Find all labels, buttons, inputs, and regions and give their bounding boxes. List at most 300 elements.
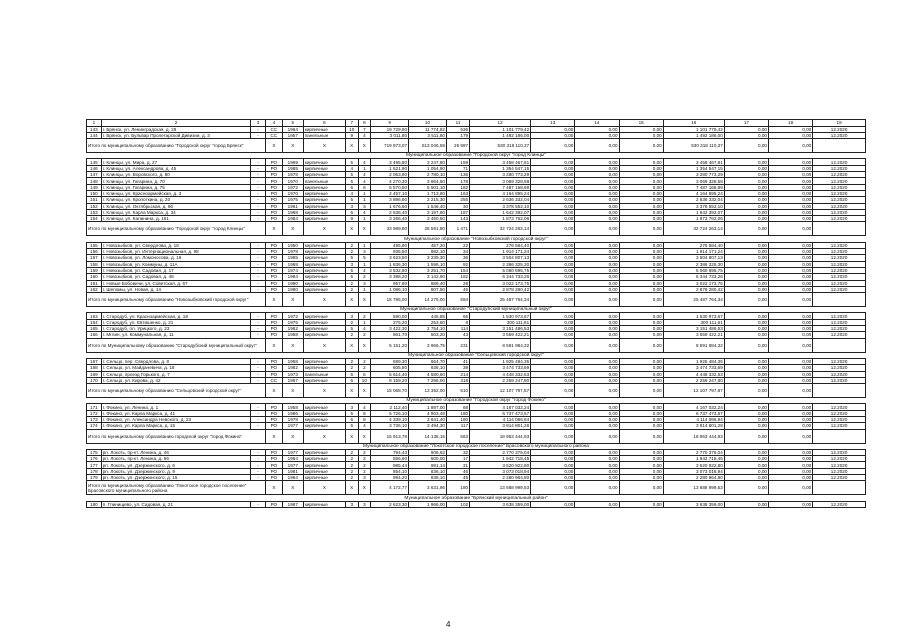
table-cell: 0,00 <box>769 404 813 410</box>
table-cell: г. Клинцы, ул. Александрова, д. 45 <box>101 165 250 171</box>
table-cell: 4 <box>358 423 371 429</box>
table-cell: рп. Локоть, пр-кт. Ленина, д. 66 <box>101 456 250 462</box>
table-cell: 6 <box>358 371 371 377</box>
table-cell: 19 729,90 <box>371 126 409 132</box>
table-cell: 300 111,61 <box>470 319 531 325</box>
table-cell: 12.2020 <box>813 462 866 468</box>
table-cell: 39 <box>446 365 469 371</box>
table-cell: - <box>251 456 266 462</box>
table-cell: 3 251,70 <box>409 267 447 273</box>
table-cell: 2 754,10 <box>409 326 447 332</box>
table-cell: 0,00 <box>619 159 663 165</box>
table-cell: 1980 <box>282 286 303 292</box>
table-cell: 2 280 964,80 <box>470 475 531 481</box>
table-cell: 12.2020 <box>813 286 866 292</box>
table-cell: 0,00 <box>724 132 768 138</box>
table-cell: - <box>251 261 266 267</box>
table-cell: 4 <box>265 120 282 127</box>
table-cell: 0,00 <box>724 358 768 364</box>
table-cell: 3 280 773,29 <box>663 172 724 178</box>
table-cell: 3 398,20 <box>371 274 409 280</box>
table-cell: 143 <box>87 126 102 132</box>
table-cell: X <box>282 139 303 153</box>
table-cell: 0,00 <box>769 313 813 319</box>
table-cell: 25 487 764,34 <box>663 293 724 307</box>
table-cell: 7 296,00 <box>409 377 447 383</box>
table-cell: 153 <box>87 209 102 215</box>
table-cell: 3 011,80 <box>371 132 409 138</box>
table-cell: 0,00 <box>575 416 619 422</box>
table-cell: 0,00 <box>531 501 575 507</box>
table-cell: 12.2020 <box>813 203 866 209</box>
table-cell: 3 460,50 <box>409 216 447 222</box>
table-cell: 2 112,40 <box>371 404 409 410</box>
table-cell: 12.2020 <box>813 313 866 319</box>
table-cell: 66 <box>446 313 469 319</box>
table-cell: СС <box>265 126 282 132</box>
table-cell: 3 <box>345 404 358 410</box>
table-cell: 5 <box>345 410 358 416</box>
table-cell: 159 <box>87 267 102 273</box>
table-cell: 0,00 <box>619 365 663 371</box>
table-cell: 2 <box>345 358 358 364</box>
table-cell: 5 570,50 <box>371 184 409 190</box>
table-cell: РО <box>265 159 282 165</box>
table-cell: 30 <box>446 203 469 209</box>
table-cell: кирпичные <box>303 190 345 196</box>
table-cell: 7 487 168,89 <box>663 184 724 190</box>
table-cell: 19 <box>813 120 866 127</box>
table-cell: 4 114 086,84 <box>663 416 724 422</box>
table-cell: 2 <box>345 242 358 248</box>
table-cell: 0,00 <box>531 249 575 255</box>
table-cell: 161 <box>87 280 102 286</box>
table-cell: X <box>358 222 371 236</box>
table-cell: Муниципальное образование "Сельцовский городской округ" <box>87 352 866 358</box>
table-cell: 5 <box>345 416 358 422</box>
table-cell: 994,20 <box>371 475 409 481</box>
table-cell: 2 878 280,42 <box>663 286 724 292</box>
table-cell: 173 <box>87 416 102 422</box>
table-cell: 6 737 473,57 <box>470 410 531 416</box>
table-cell: X <box>358 384 371 398</box>
table-cell: X <box>358 338 371 352</box>
table-cell: 0,00 <box>619 172 663 178</box>
table-cell: 0,00 <box>769 132 813 138</box>
table-cell: 0,00 <box>531 319 575 325</box>
table-cell: X <box>345 293 358 307</box>
table-cell: 12.2020 <box>813 468 866 474</box>
table-cell: 32 724 263,14 <box>663 222 724 236</box>
table-cell <box>813 139 866 153</box>
table-cell: 689,30 <box>371 358 409 364</box>
table-cell: 0,00 <box>619 462 663 468</box>
table-cell: 1 925 484,35 <box>470 358 531 364</box>
table-cell: г. Клинцы, ул. Гагарина, д. 75 <box>101 184 250 190</box>
table-cell: 12.2020 <box>813 184 866 190</box>
table-cell: 0,00 <box>724 456 768 462</box>
table-cell: 0,00 <box>531 184 575 190</box>
table-cell: 15 068,70 <box>371 384 409 398</box>
table-cell: Итого по муниципальному образованию "Новозыбковский городской округ" <box>87 293 266 307</box>
table-cell: 7 487 168,89 <box>470 184 531 190</box>
table-cell: 18 <box>769 120 813 127</box>
table-cell: 0,00 <box>575 274 619 280</box>
table-cell: 0,00 <box>531 190 575 196</box>
table-cell: 1 914 171,24 <box>663 249 724 255</box>
table-cell: 605,80 <box>371 365 409 371</box>
table-cell: 0,00 <box>724 326 768 332</box>
table-cell: 0,00 <box>575 449 619 455</box>
table-cell: 13 <box>531 120 575 127</box>
table-cell: Итого по муниципальному образованию "Городской округ "город Брянск" <box>87 139 266 153</box>
table-cell: 0,00 <box>531 475 575 481</box>
table-cell: кирпичные <box>303 216 345 222</box>
table-cell: X <box>345 429 358 443</box>
table-cell: - <box>251 326 266 332</box>
table-cell: 180 <box>446 416 469 422</box>
table-cell: 12.2020 <box>813 371 866 377</box>
table-cell: 0,00 <box>575 468 619 474</box>
table-cell: 0,00 <box>769 216 813 222</box>
table-cell: г. Мглин, ул. Коммунальная, д. 11 <box>101 332 250 338</box>
table-cell: РО <box>265 242 282 248</box>
table-cell: 5 <box>345 274 358 280</box>
table-cell: 3 069 328,58 <box>470 178 531 184</box>
table-cell: 5 614,40 <box>371 371 409 377</box>
table-cell: СС <box>265 377 282 383</box>
table-cell: 0,00 <box>769 197 813 203</box>
table-cell: 12.2020 <box>813 255 866 261</box>
table-cell: 0,00 <box>619 404 663 410</box>
table-cell: 3 <box>345 313 358 319</box>
table-cell: 0,00 <box>619 222 663 236</box>
subtotal-row <box>87 293 866 307</box>
table-cell: 1970 <box>282 178 303 184</box>
table-cell: 0,00 <box>724 365 768 371</box>
table-cell: 0,00 <box>531 242 575 248</box>
table-cell: 1964 <box>282 456 303 462</box>
table-cell: РО <box>265 365 282 371</box>
table-cell: X <box>282 338 303 352</box>
table-cell: 12.2020 <box>813 319 866 325</box>
table-cell: 117 <box>446 423 469 429</box>
table-cell: 3 532,80 <box>371 267 409 273</box>
table-cell: РО <box>265 410 282 416</box>
table-cell: 0,00 <box>619 261 663 267</box>
table-cell: 68 <box>446 404 469 410</box>
table-cell: г. Клинцы, ул. Карла Маркса, д. 34 <box>101 209 250 215</box>
table-cell: 0,00 <box>619 371 663 377</box>
table-cell: кирпичные <box>303 242 345 248</box>
table-cell: 495,80 <box>371 242 409 248</box>
table-cell: 0,00 <box>575 371 619 377</box>
table-cell: 0,00 <box>724 261 768 267</box>
table-cell: РО <box>265 267 282 273</box>
table-cell: 163 <box>446 190 469 196</box>
table-cell: 4 167 032,24 <box>663 404 724 410</box>
table-cell: 2 259 247,80 <box>470 377 531 383</box>
table-cell: 0,00 <box>575 358 619 364</box>
table-cell: 2 <box>101 120 250 127</box>
table-cell: 0,00 <box>619 423 663 429</box>
table-cell: 1961 <box>282 203 303 209</box>
table-cell: 102 <box>446 501 469 507</box>
table-cell: РО <box>265 274 282 280</box>
table-cell: - <box>251 165 266 171</box>
table-cell: 3 458 467,81 <box>663 159 724 165</box>
table-cell: 5 <box>345 326 358 332</box>
table-cell: 4 <box>345 190 358 196</box>
table-cell: 2 <box>345 456 358 462</box>
table-row <box>87 501 866 507</box>
subtotal-row <box>87 139 866 153</box>
table-cell: г. Новозыбков, ул. Свердлова, д. 18 <box>101 242 250 248</box>
table-cell: 0,00 <box>619 468 663 474</box>
table-cell: 16 <box>663 120 724 127</box>
table-cell: 0,00 <box>724 416 768 422</box>
table-cell: 1 873 762,06 <box>663 216 724 222</box>
table-cell: 166 <box>87 332 102 338</box>
table-cell: 4 172,77 <box>371 481 409 495</box>
table-cell: - <box>251 126 266 132</box>
table-cell: 5 <box>345 377 358 383</box>
table-cell: 165 <box>87 326 102 332</box>
table-cell: 0,00 <box>619 449 663 455</box>
table-cell: 2 780,10 <box>409 172 447 178</box>
table-cell: 0,00 <box>724 242 768 248</box>
table-cell: - <box>251 371 266 377</box>
table-cell: РО <box>265 371 282 377</box>
table-cell: 0,00 <box>575 172 619 178</box>
table-cell: 1986 <box>282 410 303 416</box>
table-cell: 179 <box>87 475 102 481</box>
table-cell: 1987 <box>282 501 303 507</box>
table-cell: г. Клинцы, ул. Воровского, д. 80 <box>101 172 250 178</box>
table-cell: 17 <box>724 120 768 127</box>
table-cell: 1975 <box>282 319 303 325</box>
table-cell: 1 548,40 <box>409 203 447 209</box>
table-cell: 2 <box>358 332 371 338</box>
table-cell: 0,00 <box>575 249 619 255</box>
table-cell: кирпичные <box>303 249 345 255</box>
table-cell: 0,00 <box>769 274 813 280</box>
table-cell: 0,00 <box>769 475 813 481</box>
table-cell: 1 492 186,00 <box>663 132 724 138</box>
table-cell: РО <box>265 326 282 332</box>
table-cell: 3 069 328,58 <box>663 178 724 184</box>
table-cell: 0,00 <box>531 338 575 352</box>
table-cell: 0,00 <box>619 249 663 255</box>
table-cell: РО <box>265 203 282 209</box>
table-cell: - <box>251 190 266 196</box>
table-cell: 1 <box>358 197 371 203</box>
table-cell: - <box>251 501 266 507</box>
table-cell: 0,00 <box>531 172 575 178</box>
table-cell: 2 <box>358 358 371 364</box>
table-cell: 0,00 <box>575 286 619 292</box>
table-cell: 854,10 <box>371 468 409 474</box>
table-cell: Итого по муниципальному образованию "Сельцовский городской округ" <box>87 384 266 398</box>
table-cell: 12.2020 <box>813 358 866 364</box>
table-cell: 144 <box>87 132 102 138</box>
table-cell: 12.2020 <box>813 242 866 248</box>
table-cell <box>813 293 866 307</box>
table-cell: 0,00 <box>724 203 768 209</box>
table-cell: 5 <box>345 423 358 429</box>
table-cell: Муниципальное образование "Новозыбковский городской округ" <box>87 236 866 242</box>
table-cell: 935,50 <box>371 249 409 255</box>
table-cell: 0,00 <box>769 209 813 215</box>
table-cell: 0,00 <box>531 404 575 410</box>
table-cell: 5 <box>345 178 358 184</box>
table-cell: 0,00 <box>619 358 663 364</box>
subtotal-row <box>87 338 866 352</box>
table-cell: 3 142,90 <box>409 274 447 280</box>
table-cell: панельные <box>303 371 345 377</box>
table-cell: 0,00 <box>724 410 768 416</box>
table-cell: 2 <box>358 313 371 319</box>
table-cell: 1981 <box>282 468 303 474</box>
table-cell: 0,00 <box>769 332 813 338</box>
table-cell: 46 <box>446 286 469 292</box>
table-cell: 1957 <box>282 377 303 383</box>
table-cell: 3 736,10 <box>371 423 409 429</box>
table-cell: - <box>251 423 266 429</box>
table-cell: 11 <box>446 120 469 127</box>
table-cell: 3 474 733,69 <box>470 365 531 371</box>
table-cell: 0,00 <box>724 377 768 383</box>
table-cell <box>813 222 866 236</box>
table-cell: 0,00 <box>619 286 663 292</box>
table-cell: РО <box>265 216 282 222</box>
table-cell: 3 266,40 <box>371 216 409 222</box>
subtotal-row <box>87 222 866 236</box>
table-cell: 1 914 171,24 <box>470 249 531 255</box>
table-cell: 0,00 <box>724 274 768 280</box>
table-cell: 1958 <box>282 332 303 338</box>
table-cell: 0,00 <box>531 416 575 422</box>
table-cell: - <box>251 358 266 364</box>
table-cell: 0,00 <box>619 197 663 203</box>
table-cell: 0,00 <box>619 165 663 171</box>
table-cell: 25 487 764,34 <box>470 293 531 307</box>
table-cell: 2 636 332,04 <box>470 197 531 203</box>
table-cell: 159 <box>446 159 469 165</box>
table-cell: 3 197,60 <box>409 209 447 215</box>
table-cell: 13 688 999,53 <box>470 481 531 495</box>
table-cell: 152 <box>87 203 102 209</box>
table-cell: 0,00 <box>575 209 619 215</box>
table-cell: 15 <box>619 120 663 127</box>
table-cell: 4 903,48 <box>409 410 447 416</box>
table-cell: 12.2020 <box>813 172 866 178</box>
table-cell: 12 107 797,87 <box>663 384 724 398</box>
table-cell: 0,00 <box>619 326 663 332</box>
table-cell: 1 530 973,67 <box>470 313 531 319</box>
table-cell: кирпичные <box>303 184 345 190</box>
table-cell: 0,00 <box>619 132 663 138</box>
table-cell: 0,00 <box>724 190 768 196</box>
table-cell: 170 <box>87 377 102 383</box>
table-cell: 3 <box>358 249 371 255</box>
table-cell: 3 559 422,21 <box>663 332 724 338</box>
table-cell: - <box>251 377 266 383</box>
table-cell: 148 <box>87 178 102 184</box>
table-cell: 2 <box>358 365 371 371</box>
table-cell: 17 <box>446 456 469 462</box>
table-cell: 0,00 <box>619 293 663 307</box>
table-cell: РО <box>265 319 282 325</box>
table-cell: рп. Локоть, ул. Дзержинского, д. 6 <box>101 462 250 468</box>
table-cell: 0,00 <box>575 429 619 443</box>
table-cell: 0,00 <box>724 404 768 410</box>
table-cell: - <box>251 365 266 371</box>
table-cell: 5 501,10 <box>409 184 447 190</box>
table-cell: 3 151 486,53 <box>663 326 724 332</box>
table-cell: 1 966,00 <box>409 501 447 507</box>
table-cell: 0,00 <box>531 456 575 462</box>
table-cell: 31 <box>446 462 469 468</box>
table-cell: 180 <box>446 481 469 495</box>
table-cell: кирпичные <box>303 267 345 273</box>
table-cell: Муниципальное образование "Стародубский муниципальный округ" <box>87 307 866 313</box>
table-cell: - <box>251 197 266 203</box>
table-cell: - <box>251 249 266 255</box>
table-cell: 12.2020 <box>813 501 866 507</box>
table-cell: 445,85 <box>409 313 447 319</box>
register-sheet <box>86 119 866 508</box>
table-cell: 0,00 <box>769 449 813 455</box>
table-cell: 0,00 <box>575 203 619 209</box>
table-cell: 1 354 547,15 <box>663 165 724 171</box>
table-cell: п. Глинищево, ул. Садовая, д. 21 <box>101 501 250 507</box>
table-cell: 12.2020 <box>813 475 866 481</box>
table-cell: 34 <box>446 249 469 255</box>
table-cell: 12.2020 <box>813 132 866 138</box>
table-cell: 3 631,96 <box>409 481 447 495</box>
table-cell: X <box>282 384 303 398</box>
table-cell: 0,00 <box>531 178 575 184</box>
table-cell: 7 <box>358 126 371 132</box>
table-cell: 12.2020 <box>813 267 866 273</box>
table-cell: 1 925 484,35 <box>663 358 724 364</box>
table-cell: 180 <box>87 501 102 507</box>
table-cell: г. Новые Бобовичи, ул. Советская, д. 67 <box>101 280 250 286</box>
table-cell: 0,00 <box>619 416 663 422</box>
table-cell: 0,00 <box>619 190 663 196</box>
table-cell: - <box>251 242 266 248</box>
table-cell: 178 <box>87 468 102 474</box>
subtotal-row <box>87 481 866 495</box>
table-cell: 1 <box>87 120 102 127</box>
table-cell: 2 259 247,80 <box>663 377 724 383</box>
table-cell: 0,00 <box>724 332 768 338</box>
table-cell: 0,00 <box>619 126 663 132</box>
table-cell: Муниципальное образование "Городской округ "город Клинцы" <box>87 153 866 159</box>
table-cell: 2 <box>345 332 358 338</box>
table-cell: 1 676,60 <box>371 203 409 209</box>
table-cell: 150 <box>87 190 102 196</box>
table-cell: 32 <box>446 449 469 455</box>
table-cell: рп. Локоть, ул. Дзержинского, д. 9 <box>101 468 250 474</box>
table-cell: 8 591 984,32 <box>470 338 531 352</box>
table-cell: 0,00 <box>531 255 575 261</box>
table-cell: 3 280 773,29 <box>470 172 531 178</box>
table-cell: 3 073 018,94 <box>470 468 531 474</box>
table-cell: кирпичные <box>303 501 345 507</box>
table-cell: кирпичные <box>303 475 345 481</box>
